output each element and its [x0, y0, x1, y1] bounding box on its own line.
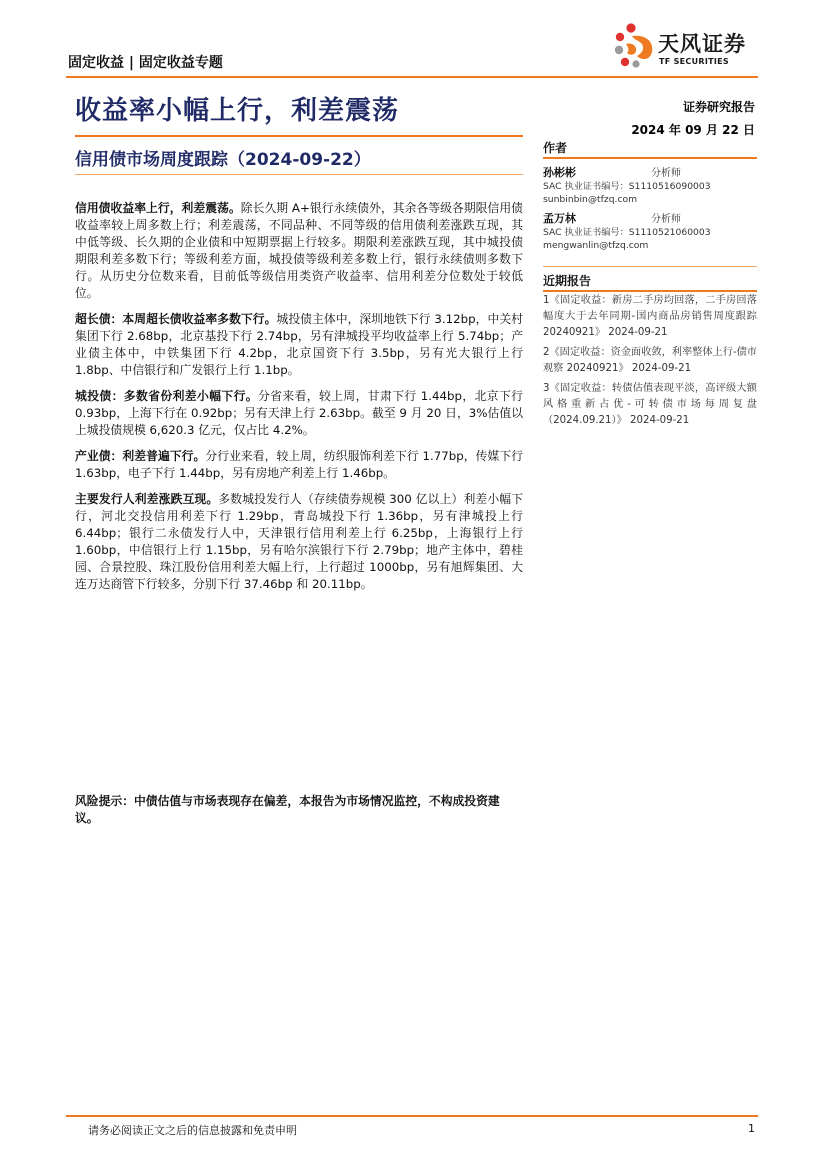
authors-heading: 作者: [543, 141, 568, 155]
author-role: 分析师: [651, 168, 681, 179]
paragraph-text: 分省来看，较上周，甘肃下行 1.44bp，北京下行 0.93bp，上海下行在 0.92bp；另有天津上行 2.63bp。截至 9 月 20 日，3%估值以上城投债规模 6,620.3 亿元，仅占比 4.2%。: [75, 389, 523, 437]
authors-divider: [543, 157, 757, 159]
paragraph-lead: 城投债：多数省份利差小幅下行。: [75, 389, 258, 403]
logo-company-english: TF SECURITIES: [659, 57, 729, 66]
recent-report-item[interactable]: 1《固定收益：新房二手房均回落，二手房回落幅度大于去年同期-国内商品房销售周度跟踪 20240921》 2024-09-21: [543, 295, 757, 338]
summary-paragraph: [75, 388, 523, 439]
paragraph-lead: 超长债：本周超长债收益率多数下行。: [75, 312, 277, 326]
footer-disclaimer: 请务必阅读正文之后的信息披露和免责申明: [88, 1124, 297, 1137]
report-category: 固定收益 | 固定收益专题: [68, 55, 223, 71]
recent-top-divider: [543, 266, 757, 267]
title-divider: [75, 135, 523, 137]
company-logo: [612, 20, 762, 72]
page-subtitle: 信用债市场周度跟踪（2024-09-22）: [75, 150, 371, 170]
recent-reports-list: [543, 293, 757, 433]
author-role: 分析师: [651, 214, 681, 225]
logo-mark-icon: [612, 20, 656, 68]
recent-report-item[interactable]: 3《固定收益：转债估值表现平淡，高评级大额风格重新占优-可转债市场每周复盘（2024.09.21）》 2024-09-21: [543, 383, 757, 426]
page-title: 收益率小幅上行，利差震荡: [75, 96, 400, 126]
paragraph-lead: 信用债收益率上行，利差震荡。: [75, 201, 241, 215]
paragraph-text: 分行业来看，较上周，纺织服饰利差下行 1.77bp，传媒下行 1.63bp，电子下行 1.44bp，另有房地产利差上行 1.46bp。: [75, 449, 523, 480]
author-email[interactable]: mengwanlin@tfzq.com: [543, 240, 649, 251]
author-name: 孟万林: [543, 212, 576, 225]
subtitle-divider: [75, 174, 523, 175]
recent-divider: [543, 290, 757, 292]
paragraph-lead: 产业债：利差普遍下行。: [75, 449, 206, 463]
footer-divider: [66, 1115, 758, 1117]
recent-reports-heading: 近期报告: [543, 274, 592, 288]
paragraph-lead: 主要发行人利差涨跌互现。: [75, 492, 219, 506]
author-certificate: SAC 执业证书编号：S1110516090003: [543, 181, 711, 192]
paragraph-text: 城投债主体中，深圳地铁下行 3.12bp，中关村集团下行 2.68bp，北京基投下行 2.74bp，另有津城投平均收益率上行 5.74bp；产业债主体中，中铁集团下行 4.2bp，北京国资下行 3.5bp，另有光大银行上行 1.8bp、中信银行和广发银行上行 1.1bp。: [75, 312, 523, 377]
recent-report-item[interactable]: 2《固定收益：资金面收敛，利率整体上行-债市观察 20240921》 2024-09-21: [543, 347, 757, 374]
summary-paragraph: [75, 491, 523, 593]
author-name: 孙彬彬: [543, 166, 576, 179]
report-summary: [75, 200, 523, 602]
logo-company-name: 天风证券: [658, 32, 746, 56]
author-card: [543, 164, 757, 206]
recent-reports-section: [543, 272, 757, 289]
summary-paragraph: [75, 448, 523, 482]
summary-paragraph: [75, 311, 523, 379]
page-number: 1: [748, 1122, 755, 1135]
report-date: 2024 年 09 月 22 日: [631, 123, 755, 137]
summary-paragraph: [75, 200, 523, 302]
author-email[interactable]: sunbinbin@tfzq.com: [543, 194, 638, 205]
report-type: 证券研究报告: [682, 100, 755, 114]
author-card: [543, 210, 757, 252]
authors-section: [543, 139, 757, 156]
header-divider: [66, 76, 758, 78]
paragraph-text: 除长久期 A+银行永续债外，其余各等级各期限信用债收益率较上周多数上行；利差震荡，不同品种、不同等级的信用债利差涨跌互现，其中低等级、长久期的企业债和中短期票据上行较多。期限利差涨跌互现，其中城投债期限利差多数下行；等级利差方面，城投债等级利差多数上行，银行永续债则多数下行。从历史分位数来看，目前低等级信用类资产收益率、信用利差分位数处于较低位。: [75, 201, 523, 300]
risk-warning: 风险提示：中债估值与市场表现存在偏差，本报告为市场情况监控，不构成投资建议。: [75, 794, 500, 825]
author-certificate: SAC 执业证书编号：S1110521060003: [543, 227, 711, 238]
paragraph-text: 多数城投发行人（存续债券规模 300 亿以上）利差小幅下行，河北交投信用利差下行 1.29bp，青岛城投下行 1.36bp，另有津城投上行 6.44bp；银行二永债发行人中，天津银行信用利差上行 6.25bp，上海银行上行 1.60bp，中信银行上行 1.15bp，另有哈尔滨银行下行 2.79bp；地产主体中，碧桂园、合景控股、珠江股份信用利差大幅上行，上行超过 1000bp，另有旭辉集团、大连万达商管下行较多，分别下行 37.46bp 和 20.11bp。: [75, 492, 523, 591]
